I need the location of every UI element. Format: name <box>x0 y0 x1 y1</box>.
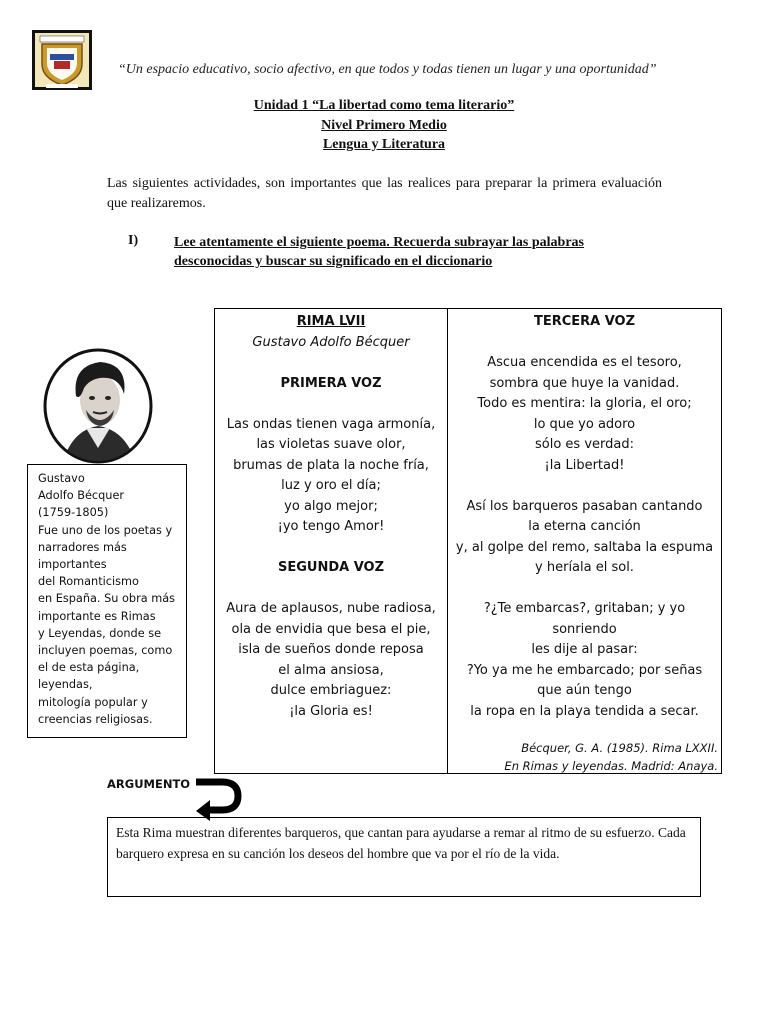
blank-line <box>448 476 721 497</box>
subject-title: Lengua y Literatura <box>322 137 446 152</box>
bio-line: incluyen poemas, como <box>38 644 173 658</box>
verse-line: el alma ansiosa, <box>278 662 384 678</box>
third-voice-heading: TERCERA VOZ <box>533 314 636 329</box>
bio-line: narradores más <box>38 540 127 554</box>
bio-line: mitología popular y <box>38 695 148 709</box>
verse-line: sombra que huye la vanidad. <box>489 375 680 391</box>
blank-line <box>215 394 447 415</box>
blank-line <box>215 579 447 600</box>
verse-line: ?¿Te embarcas?, gritaban; y yo <box>483 601 686 616</box>
bio-line: (1759-1805) <box>38 506 109 520</box>
instruction-line: desconocidas y buscar su significado en el diccionario <box>174 254 493 269</box>
verse-line: Ascua encendida es el tesoro, <box>487 355 682 370</box>
poem-right-column <box>448 312 721 722</box>
verse-line: la eterna canción <box>528 519 641 534</box>
bio-line: importantes <box>38 558 107 572</box>
school-motto: “Un espacio educativo, socio afectivo, en que todos y todas tienen un lugar y una oportunidad” <box>118 62 657 77</box>
verse-line: luz y oro el día; <box>281 478 381 493</box>
verse-line: las violetas suave olor, <box>256 437 406 452</box>
bio-line: del Romanticismo <box>38 575 139 589</box>
bio-line: importante es Rimas <box>38 609 156 623</box>
poem-citation: En Rimas y leyendas. Madrid: Anaya. <box>504 759 718 773</box>
verse-line: ¡la Libertad! <box>544 457 625 473</box>
verse-line: lo que yo adoro <box>533 416 636 432</box>
instruction-number: I) <box>128 233 139 248</box>
blank-line <box>448 579 721 600</box>
bio-line: y Leyendas, donde se <box>38 626 162 640</box>
author-bio <box>38 470 184 728</box>
second-voice-heading: SEGUNDA VOZ <box>277 560 385 575</box>
poem-title: RIMA LVII <box>296 314 366 329</box>
blank-line <box>215 353 447 374</box>
argument-text: Esta Rima muestran diferentes barqueros, que cantan para ayudarse a remar al ritmo de su esfuerzo. Cada barquero expresa en su canción los deseos del hombre que va por el río de la vida. <box>116 825 686 861</box>
verse-line: que aún tengo <box>537 683 632 698</box>
school-logo <box>32 30 92 90</box>
bio-line: en España. Su obra más <box>38 592 176 606</box>
verse-line: ?Yo ya me he embarcado; por señas <box>466 662 703 678</box>
first-voice-heading: PRIMERA VOZ <box>280 375 382 391</box>
verse-line: ¡la Gloria es! <box>289 703 373 719</box>
verse-line: sólo es verdad: <box>535 437 634 452</box>
author-portrait <box>42 348 154 464</box>
verse-line: la ropa en la playa tendida a secar. <box>470 703 699 719</box>
bio-line: creencias religiosas. <box>38 712 153 726</box>
poem-author: Gustavo Adolfo Bécquer <box>252 334 410 350</box>
instruction-text <box>174 233 644 271</box>
verse-line: Las ondas tienen vaga armonía, <box>226 416 436 432</box>
verse-line: isla de sueños donde reposa <box>238 642 424 657</box>
blank-line <box>215 538 447 559</box>
unit-title: Unidad 1 “La libertad como tema literario” <box>253 98 515 113</box>
argument-label: ARGUMENTO <box>107 777 191 791</box>
curved-arrow-icon <box>192 776 244 822</box>
bio-line: el de esta página, <box>38 661 140 675</box>
verse-line: sonriendo <box>552 621 617 637</box>
level-title: Nivel Primero Medio <box>321 118 447 133</box>
verse-line: les dije al pasar: <box>531 642 638 657</box>
verse-line: Aura de aplausos, nube radiosa, <box>226 601 436 616</box>
verse-line: yo algo mejor; <box>284 498 378 514</box>
poem-left-column <box>215 312 447 722</box>
verse-line: brumas de plata la noche fría, <box>233 457 429 473</box>
intro-paragraph: Las siguientes actividades, son importantes que las realices para preparar la primera evaluación que realizaremos. <box>107 176 662 211</box>
verse-line: ola de envidia que besa el pie, <box>231 621 431 637</box>
blank-line <box>448 333 721 354</box>
instruction-line: Lee atentamente el siguiente poema. Recuerda subrayar las palabras <box>174 235 584 250</box>
poem-citation: Bécquer, G. A. (1985). Rima LXXII. <box>521 741 718 755</box>
bio-line: Fue uno de los poetas y <box>38 523 173 537</box>
verse-line: y, al golpe del remo, saltaba la espuma <box>455 539 714 555</box>
bio-line: leyendas, <box>38 678 93 692</box>
verse-line: y heríala el sol. <box>535 560 634 575</box>
bio-line: Gustavo <box>38 472 85 485</box>
verse-line: Así los barqueros pasaban cantando <box>466 498 703 514</box>
verse-line: ¡yo tengo Amor! <box>277 519 385 534</box>
verse-line: Todo es mentira: la gloria, el oro; <box>477 396 692 411</box>
verse-line: dulce embriaguez: <box>270 683 392 698</box>
bio-line: Adolfo Bécquer <box>38 489 125 503</box>
